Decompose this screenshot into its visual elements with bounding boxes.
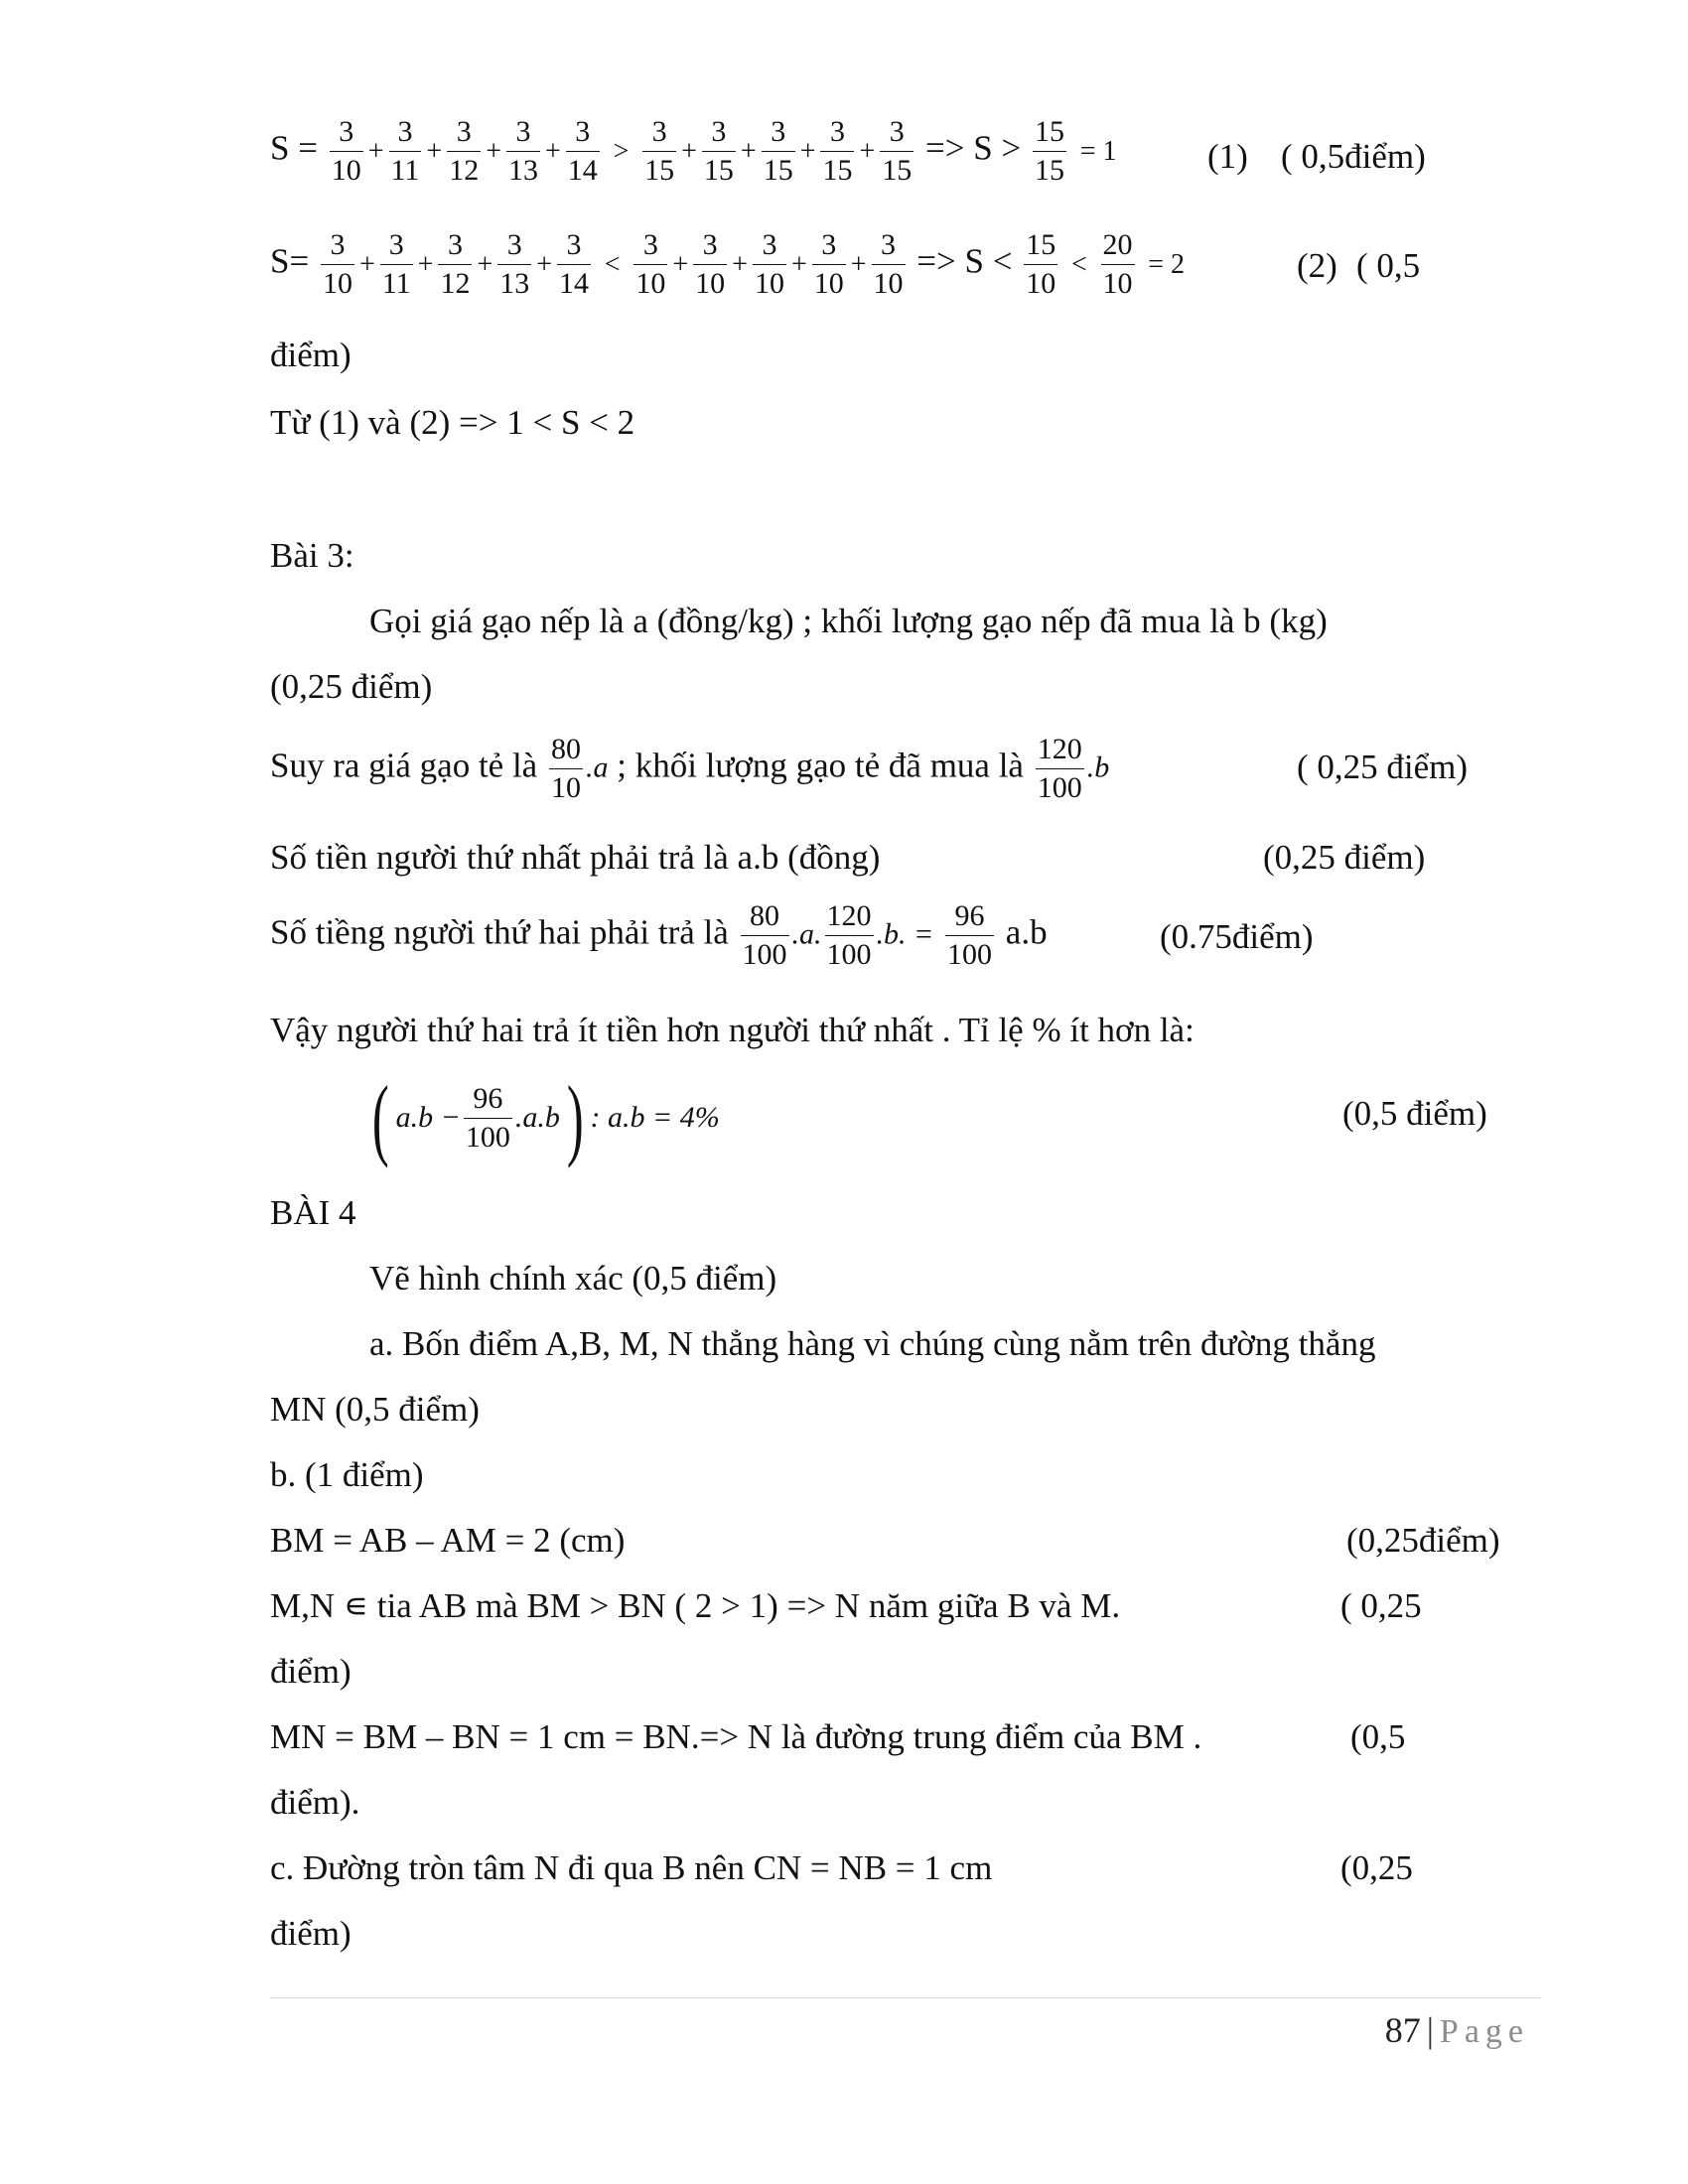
numerator: 3 xyxy=(693,230,727,265)
denominator: 10 xyxy=(331,154,361,187)
plus-sign: + xyxy=(536,248,553,280)
denominator: 15 xyxy=(763,154,793,187)
numerator: 3 xyxy=(438,230,472,265)
fraction-term xyxy=(506,117,540,186)
numerator: 3 xyxy=(633,230,667,265)
plus-sign: + xyxy=(799,135,816,167)
eq1-left-sum xyxy=(327,115,603,187)
plus-sign: + xyxy=(358,248,375,280)
left-paren: ( xyxy=(371,1067,389,1168)
plus-sign: + xyxy=(790,248,807,280)
numerator: 96 xyxy=(945,901,994,936)
footer-divider xyxy=(270,1997,1541,1998)
bai4-l6-cont: điểm) xyxy=(270,1652,352,1691)
denominator: 12 xyxy=(440,267,471,300)
variable: .b. = xyxy=(876,917,934,951)
fraction-term xyxy=(642,117,676,186)
fraction-term xyxy=(812,230,846,299)
plus-sign: + xyxy=(367,135,384,167)
numerator: 3 xyxy=(330,117,363,152)
bai4-l6-score: ( 0,25 xyxy=(1340,1586,1422,1625)
equation-1 xyxy=(270,117,1119,186)
denominator: 100 xyxy=(1037,771,1082,804)
page-word: Page xyxy=(1439,2013,1529,2050)
bai3-line3-score: (0,25 điểm) xyxy=(1263,838,1426,877)
text: a.b − xyxy=(395,1101,461,1134)
denominator: 100 xyxy=(826,938,872,971)
text: ; khối lượng gạo tẻ đã mua là xyxy=(617,746,1024,785)
bai4-heading: BÀI 4 xyxy=(270,1193,356,1232)
bai4-l6: M,N ∊ tia AB mà BM > BN ( 2 > 1) => N năm giữa B và M. xyxy=(270,1586,1121,1625)
numerator: 3 xyxy=(872,230,906,265)
plus-sign: + xyxy=(681,135,697,167)
bai3-line4 xyxy=(270,901,1048,970)
bai3-line3: Số tiền người thứ nhất phải trả là a.b (đồng) xyxy=(270,838,881,877)
bai3-line2 xyxy=(270,735,1109,803)
denominator: 10 xyxy=(1102,267,1133,300)
denominator: 15 xyxy=(882,154,913,187)
eq1-lhs: S = xyxy=(270,128,318,168)
fraction-term xyxy=(447,117,481,186)
eq1-right-sum xyxy=(639,115,916,187)
numerator: 3 xyxy=(380,230,413,265)
plus-sign: + xyxy=(859,135,876,167)
fraction-term xyxy=(380,230,413,299)
fraction-term xyxy=(566,117,600,186)
fraction-term xyxy=(330,117,363,186)
eq2-result-tail: = 2 xyxy=(1148,248,1186,280)
plus-sign: + xyxy=(426,135,443,167)
numerator: 15 xyxy=(1024,230,1057,265)
fraction-term xyxy=(872,230,906,299)
eq2-score-continued: điểm) xyxy=(270,336,352,374)
eq1-result-fraction xyxy=(1033,117,1066,186)
plus-sign: + xyxy=(672,248,689,280)
fraction-term xyxy=(389,117,422,186)
plus-sign: + xyxy=(545,135,561,167)
numerator: 80 xyxy=(741,901,789,936)
bai4-l5-score: (0,25điểm) xyxy=(1346,1521,1500,1560)
denominator: 12 xyxy=(449,154,480,187)
equation-2 xyxy=(270,230,1187,299)
denominator: 14 xyxy=(559,267,590,300)
fraction xyxy=(549,735,583,803)
numerator: 3 xyxy=(812,230,846,265)
eq2-label: (2) xyxy=(1297,246,1337,285)
bai3-line4-score: (0.75điểm) xyxy=(1160,917,1314,956)
numerator: 3 xyxy=(321,230,354,265)
bai4-l7: MN = BM – BN = 1 cm = BN.=> N là đường trung điểm của BM . xyxy=(270,1717,1202,1756)
page-footer xyxy=(1385,2009,1529,2051)
denominator: 10 xyxy=(635,267,666,300)
bai4-l5: BM = AB – AM = 2 (cm) xyxy=(270,1521,626,1560)
bai3-line5: Vậy người thứ hai trả ít tiền hơn người thứ nhất . Tỉ lệ % ít hơn là: xyxy=(270,1011,1195,1049)
text: a.b xyxy=(1005,912,1048,952)
right-paren: ) xyxy=(566,1067,584,1168)
eq2-lhs: S= xyxy=(270,241,310,281)
fraction xyxy=(945,901,994,970)
eq1-result-tail: = 1 xyxy=(1079,135,1117,167)
numerator: 3 xyxy=(557,230,591,265)
eq2-right-sum xyxy=(631,228,908,300)
denominator: 11 xyxy=(381,267,411,300)
plus-sign: + xyxy=(477,248,493,280)
bai4-l8-cont: điểm) xyxy=(270,1914,352,1953)
fraction-term xyxy=(753,230,786,299)
denominator: 15 xyxy=(822,154,853,187)
denominator: 10 xyxy=(695,267,726,300)
denominator: 10 xyxy=(550,771,581,804)
numerator: 15 xyxy=(1033,117,1066,152)
denominator: 10 xyxy=(873,267,904,300)
bai3-heading: Bài 3: xyxy=(270,536,354,575)
variable: .b xyxy=(1086,751,1110,784)
fraction-term xyxy=(880,117,914,186)
eq2-left-sum xyxy=(318,228,594,300)
numerator: 3 xyxy=(506,117,540,152)
numerator: 3 xyxy=(497,230,531,265)
eq1-implies: => S > xyxy=(925,128,1022,168)
fraction-term xyxy=(633,230,667,299)
numerator: 3 xyxy=(880,117,914,152)
bai4-l8: c. Đường tròn tâm N đi qua B nên CN = NB = 1 cm xyxy=(270,1848,993,1887)
fraction-term xyxy=(820,117,854,186)
fraction-term xyxy=(497,230,531,299)
eq1-relation: > xyxy=(613,135,630,167)
fraction-term xyxy=(557,230,591,299)
bai4-l3: MN (0,5 điểm) xyxy=(270,1390,480,1429)
fraction xyxy=(741,901,789,970)
denominator: 10 xyxy=(754,267,784,300)
eq2-relation: < xyxy=(604,248,621,280)
denominator: 13 xyxy=(508,154,538,187)
numerator: 20 xyxy=(1101,230,1135,265)
fraction xyxy=(1036,735,1084,803)
eq2-result-fraction-1 xyxy=(1024,230,1057,299)
denominator: 100 xyxy=(947,938,993,971)
text: .a.b xyxy=(514,1101,560,1134)
eq2-implies: => S < xyxy=(916,241,1013,281)
bai4-l7-cont: điểm). xyxy=(270,1783,360,1822)
denominator: 15 xyxy=(1034,154,1064,187)
variable: .a. xyxy=(791,917,822,951)
denominator: 10 xyxy=(813,267,844,300)
plus-sign: + xyxy=(486,135,501,167)
fraction xyxy=(464,1081,512,1154)
eq2-relation-2: < xyxy=(1070,248,1087,280)
text: Suy ra giá gạo tẻ là xyxy=(270,746,538,785)
denominator: 15 xyxy=(644,154,675,187)
variable: .a xyxy=(585,751,609,784)
denominator: 13 xyxy=(499,267,530,300)
denominator: 100 xyxy=(465,1120,510,1154)
numerator: 3 xyxy=(702,117,736,152)
text: Số tiềng người thứ hai phải trả là xyxy=(270,912,729,952)
numerator: 3 xyxy=(389,117,422,152)
denominator: 10 xyxy=(322,267,352,300)
bai4-l1: Vẽ hình chính xác (0,5 điểm) xyxy=(369,1259,777,1297)
plus-sign: + xyxy=(732,248,748,280)
bai3-intro: Gọi giá gạo nếp là a (đồng/kg) ; khối lượng gạo nếp đã mua là b (kg) xyxy=(369,602,1328,640)
eq1-label: (1) xyxy=(1207,137,1248,176)
bai4-l4: b. (1 điểm) xyxy=(270,1455,424,1494)
denominator: 14 xyxy=(567,154,598,187)
conclusion: Từ (1) và (2) => 1 < S < 2 xyxy=(270,403,635,442)
footer-separator: | xyxy=(1426,2010,1434,2050)
bai4-l2: a. Bốn điểm A,B, M, N thẳng hàng vì chúng cùng nằm trên đường thẳng xyxy=(369,1324,1376,1363)
eq1-score: ( 0,5điểm) xyxy=(1281,137,1426,176)
numerator: 120 xyxy=(1036,735,1084,769)
bai4-l7-score: (0,5 xyxy=(1350,1717,1406,1756)
numerator: 80 xyxy=(549,735,583,769)
bai4-l8-score: (0,25 xyxy=(1340,1848,1413,1887)
plus-sign: + xyxy=(850,248,867,280)
fraction-term xyxy=(762,117,795,186)
fraction-term xyxy=(693,230,727,299)
numerator: 3 xyxy=(820,117,854,152)
eq2-score: ( 0,5 xyxy=(1356,246,1421,285)
denominator: 15 xyxy=(703,154,734,187)
text: : a.b = 4% xyxy=(590,1101,720,1134)
page-number: 87 xyxy=(1384,2010,1421,2050)
numerator: 3 xyxy=(753,230,786,265)
bai3-intro-score: (0,25 điểm) xyxy=(270,667,433,706)
fraction-term xyxy=(321,230,354,299)
denominator: 11 xyxy=(390,154,420,187)
denominator: 10 xyxy=(1026,267,1056,300)
numerator: 120 xyxy=(825,901,874,936)
plus-sign: + xyxy=(740,135,757,167)
fraction-term xyxy=(702,117,736,186)
plus-sign: + xyxy=(417,248,434,280)
numerator: 96 xyxy=(464,1084,512,1119)
denominator: 100 xyxy=(742,938,787,971)
numerator: 3 xyxy=(447,117,481,152)
eq2-result-fraction-2 xyxy=(1101,230,1135,299)
numerator: 3 xyxy=(566,117,600,152)
numerator: 3 xyxy=(762,117,795,152)
fraction-term xyxy=(438,230,472,299)
bai3-line6 xyxy=(365,1067,720,1168)
bai3-line6-score: (0,5 điểm) xyxy=(1342,1094,1487,1133)
bai3-line2-score: ( 0,25 điểm) xyxy=(1297,748,1469,786)
numerator: 3 xyxy=(642,117,676,152)
fraction xyxy=(825,901,874,970)
